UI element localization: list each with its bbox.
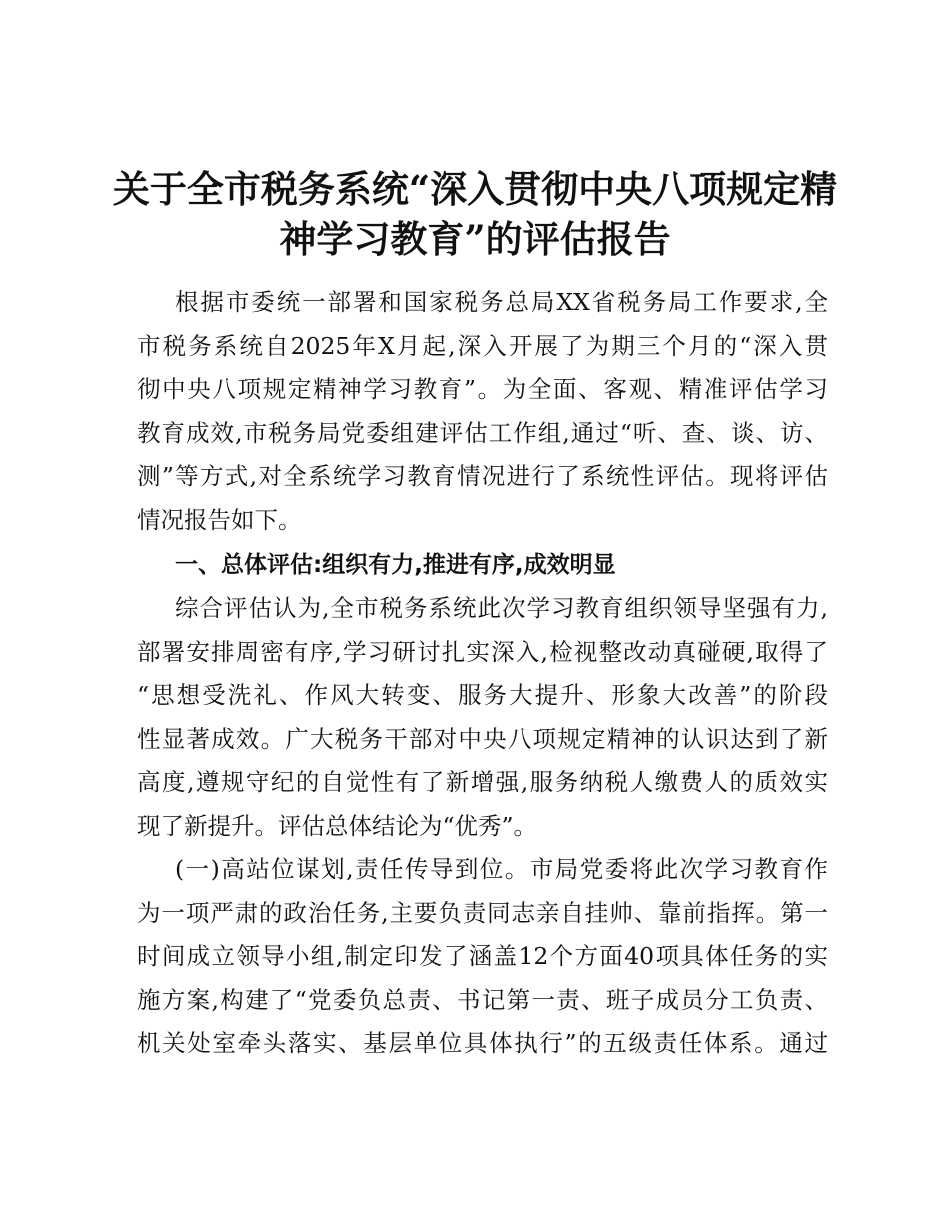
body-line: 时间成立领导小组,制定印发了涵盖12个方面40项具体任务的实 — [137, 942, 828, 970]
body-line: 根据市委统一部署和国家税务总局XX省税务局工作要求,全 — [175, 288, 828, 316]
body-line: 高度,遵规守纪的自觉性有了新增强,服务纳税人缴费人的质效实 — [137, 768, 828, 796]
body-line: 现了新提升。评估总体结论为“优秀”。 — [137, 812, 538, 840]
subsection-line: (一)高站位谋划,责任传导到位。市局党委将此次学习教育作 — [175, 855, 828, 883]
body-line: 机关处室牵头落实、基层单位具体执行”的五级责任体系。通过 — [137, 1029, 828, 1057]
body-line: 部署安排周密有序,学习研讨扎实深入,检视整改动真碰硬,取得了 — [137, 638, 828, 666]
body-line: 彻中央八项规定精神学习教育”。为全面、客观、精准评估学习 — [137, 375, 828, 403]
body-line: 施方案,构建了“党委负总责、书记第一责、班子成员分工负责、 — [137, 986, 828, 1014]
body-line: 测”等方式,对全系统学习教育情况进行了系统性评估。现将评估 — [137, 462, 828, 490]
body-line: 为一项严肃的政治任务,主要负责同志亲自挂帅、靠前指挥。第一 — [137, 899, 828, 927]
body-line: 情况报告如下。 — [137, 506, 302, 534]
document-title-line-1: 关于全市税务系统“深入贯彻中央八项规定精 — [112, 167, 838, 211]
body-line: 性显著成效。广大税务干部对中央八项规定精神的认识达到了新 — [137, 725, 828, 753]
body-line: 综合评估认为,全市税务系统此次学习教育组织领导坚强有力, — [175, 594, 828, 622]
section-heading: 一、总体评估:组织有力,推进有序,成效明显 — [175, 552, 616, 578]
document-title-line-2: 神学习教育”的评估报告 — [279, 217, 671, 261]
body-line: 教育成效,市税务局党委组建评估工作组,通过“听、查、谈、访、 — [137, 419, 828, 447]
body-line: 市税务系统自2025年X月起,深入开展了为期三个月的“深入贯 — [137, 332, 828, 360]
body-line: “思想受洗礼、作风大转变、服务大提升、形象大改善”的阶段 — [137, 681, 828, 709]
